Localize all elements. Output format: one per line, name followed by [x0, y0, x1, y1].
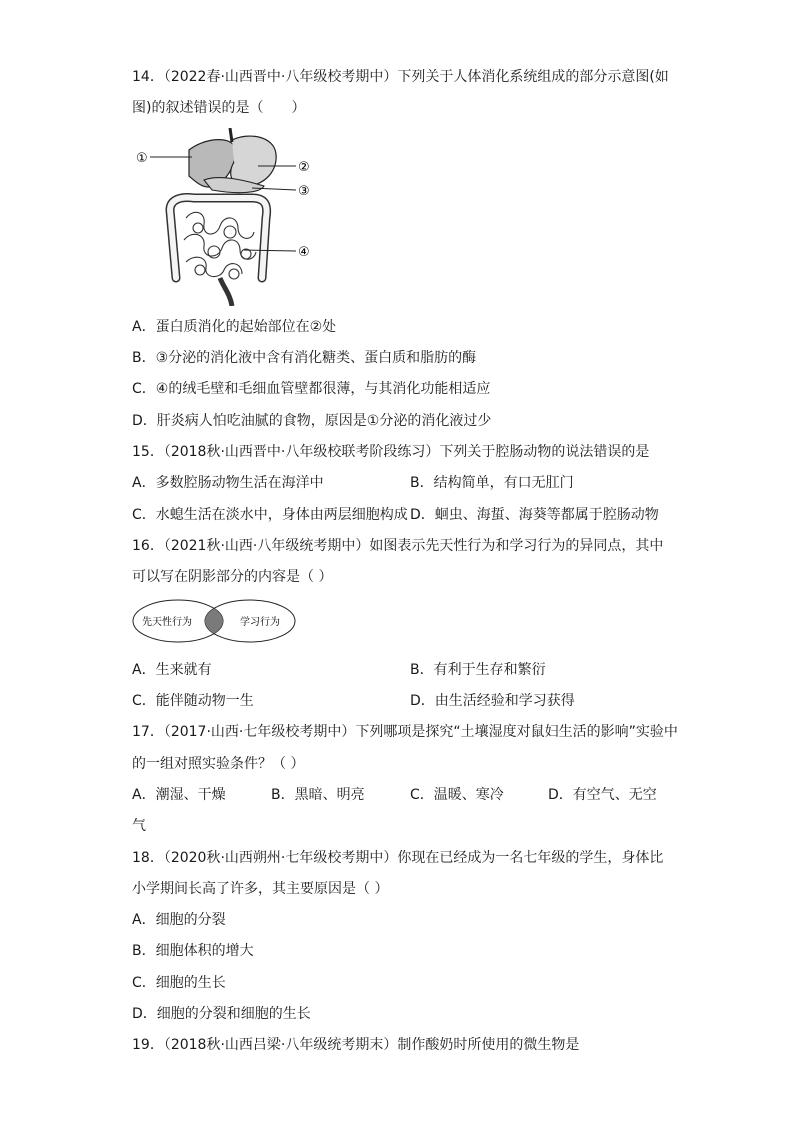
venn-left-label: 先天性行为: [142, 617, 192, 628]
q15-option-d: D．蛔虫、海蜇、海葵等都属于腔肠动物: [410, 507, 659, 523]
q16-option-b: B．有利于生存和繁衍: [410, 662, 546, 678]
q14-option-d: D．肝炎病人怕吃油腻的食物，原因是①分泌的消化液过少: [132, 413, 492, 429]
q14-option-a: A．蛋白质消化的起始部位在②处: [132, 319, 337, 335]
q17-option-d-wrap: 气: [132, 818, 146, 834]
q15-option-b: B．结构简单，有口无肛门: [410, 475, 574, 491]
q16-stem-line2: 可以写在阴影部分的内容是（ ）: [132, 569, 333, 585]
q16-option-d: D．由生活经验和学习获得: [410, 693, 575, 709]
q18-option-b: B．细胞体积的增大: [132, 943, 254, 959]
q18-option-a: A．细胞的分裂: [132, 912, 226, 928]
q16-option-a: A．生来就有: [132, 662, 212, 678]
q16-option-c: C．能伴随动物一生: [132, 693, 254, 709]
q17-stem-line1: 17．（2017·山西·七年级校考期中）下列哪项是探究“土壤湿度对鼠妇生活的影响”实验中: [132, 724, 678, 740]
q14-stem-line1: 14．（2022春·山西晋中·八年级校考期中）下列关于人体消化系统组成的部分示意图(如: [132, 69, 669, 85]
q15-option-c: C．水螅生活在淡水中，身体由两层细胞构成: [132, 507, 408, 523]
venn-diagram: [132, 597, 296, 645]
q17-option-a: A．潮湿、干燥: [132, 787, 226, 803]
q17-option-d: D．有空气、无空: [548, 787, 657, 803]
q14-option-c: C．④的绒毛壁和毛细血管壁都很薄，与其消化功能相适应: [132, 381, 491, 397]
venn-right-label: 学习行为: [240, 617, 280, 628]
q17-option-b: B．黑暗、明亮: [271, 787, 365, 803]
q18-option-c: C．细胞的生长: [132, 975, 226, 991]
q18-stem-line2: 小学期间长高了许多，其主要原因是（ ）: [132, 881, 389, 897]
q19-stem: 19．（2018秋·山西吕梁·八年级统考期末）制作酸奶时所使用的微生物是: [132, 1037, 580, 1053]
q17-stem-line2: 的一组对照实验条件？（ ）: [132, 756, 305, 772]
figure-label-1: ①: [136, 151, 148, 166]
figure-label-2: ②: [298, 160, 310, 175]
q15-option-a: A．多数腔肠动物生活在海洋中: [132, 475, 324, 491]
q17-option-c: C．温暖、寒冷: [410, 787, 504, 803]
figure-label-3: ③: [298, 184, 310, 199]
figure-label-4: ④: [298, 245, 310, 260]
q18-stem-line1: 18．（2020秋·山西朔州·七年级校考期中）你现在已经成为一名七年级的学生，身体比: [132, 850, 664, 866]
q16-stem-line1: 16．（2021秋·山西·八年级统考期中）如图表示先天性行为和学习行为的异同点，其中: [132, 538, 664, 554]
q15-stem: 15．（2018秋·山西晋中·八年级校联考阶段练习）下列关于腔肠动物的说法错误的是: [132, 444, 650, 460]
q14-option-b: B．③分泌的消化液中含有消化糖类、蛋白质和脂肪的酶: [132, 350, 477, 366]
q18-option-d: D．细胞的分裂和细胞的生长: [132, 1006, 311, 1022]
digestive-system-figure: [134, 128, 334, 306]
q14-stem-line2: 图)的叙述错误的是（ ）: [132, 100, 306, 116]
